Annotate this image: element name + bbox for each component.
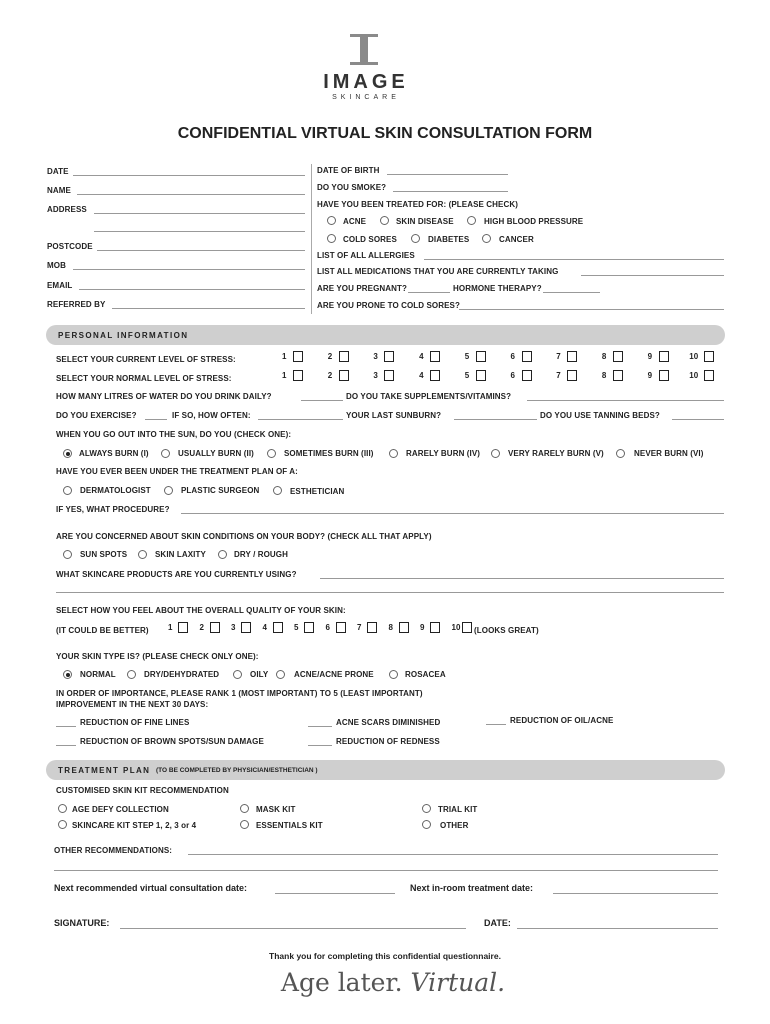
normal-label: NORMAL: [80, 670, 116, 679]
stress-normal-number-7: 7: [556, 371, 561, 380]
stress-normal-checkbox-2[interactable]: [339, 370, 349, 381]
cancer-label: CANCER: [499, 235, 534, 244]
rank-oil-acne-label: REDUCTION OF OIL/ACNE: [510, 716, 614, 725]
quality-question: SELECT HOW YOU FEEL ABOUT THE OVERALL QUALITY OF YOUR SKIN:: [56, 606, 346, 615]
postcode-field[interactable]: [97, 250, 305, 251]
other-kit-radio[interactable]: [422, 820, 431, 829]
stress-normal-checkbox-5[interactable]: [476, 370, 486, 381]
quality-high-label: (LOOKS GREAT): [474, 626, 539, 635]
dermatologist-label: DERMATOLOGIST: [80, 486, 151, 495]
quality-number-4: 4: [262, 623, 267, 632]
stress-current-label: SELECT YOUR CURRENT LEVEL OF STRESS:: [56, 355, 236, 364]
products-field-2[interactable]: [56, 592, 724, 593]
next-virtual-label: Next recommended virtual consultation date:: [54, 883, 248, 893]
footer-tagline-a: Age later.: [280, 968, 403, 997]
sunburn-field[interactable]: [454, 419, 537, 420]
stress-normal-number-2: 2: [327, 371, 333, 380]
cancer-radio[interactable]: [482, 234, 491, 243]
treated-label: HAVE YOU BEEN TREATED FOR: (PLEASE CHECK): [317, 200, 519, 209]
next-virtual-field[interactable]: [275, 893, 395, 894]
name-label: NAME: [47, 186, 71, 195]
acne-prone-label: ACNE/ACNE PRONE: [294, 670, 374, 679]
rank-acne-scars-field[interactable]: [308, 726, 332, 727]
skincare-kit-label: SKINCARE KIT STEP 1, 2, 3 or 4: [72, 821, 197, 830]
esthetician-label: ESTHETICIAN: [290, 487, 345, 496]
stress-normal-number-3: 3: [373, 371, 378, 380]
body-conditions-question: ARE YOU CONCERNED ABOUT SKIN CONDITIONS ON YOUR BODY? (CHECK ALL THAT APPLY): [56, 532, 432, 541]
mob-field[interactable]: [73, 269, 305, 270]
sometimes-burn-radio[interactable]: [267, 449, 276, 458]
rank-acne-scars-label: ACNE SCARS DIMINISHED: [336, 718, 441, 727]
high-blood-pressure-label: HIGH BLOOD PRESSURE: [484, 217, 584, 226]
quality-number-10: 10: [451, 623, 461, 632]
water-label: HOW MANY LITRES OF WATER DO YOU DRINK DAILY?: [56, 392, 272, 401]
skin-disease-label: SKIN DISEASE: [396, 217, 454, 226]
stress-current-checkbox-2[interactable]: [339, 351, 349, 362]
oily-label: OILY: [250, 670, 269, 679]
age-defy-radio[interactable]: [58, 804, 67, 813]
sun-question: WHEN YOU GO OUT INTO THE SUN, DO YOU (CHECK ONE):: [56, 430, 292, 439]
dry-dehydrated-label: DRY/DEHYDRATED: [144, 670, 220, 679]
email-field[interactable]: [79, 289, 305, 290]
dob-field[interactable]: [387, 174, 508, 175]
quality-number-9: 9: [420, 623, 425, 632]
never-burn-label: NEVER BURN (VI): [634, 449, 704, 458]
procedure-label: IF YES, WHAT PROCEDURE?: [56, 505, 170, 514]
stress-normal-number-1: 1: [282, 371, 287, 380]
treatment-plan-title: TREATMENT PLAN: [58, 766, 151, 775]
quality-low-label: (IT COULD BE BETTER): [56, 626, 149, 635]
sun-spots-label: SUN SPOTS: [80, 550, 128, 559]
hormone-field[interactable]: [543, 292, 600, 293]
quality-checkbox-9[interactable]: [430, 622, 440, 633]
quality-checkbox-3[interactable]: [241, 622, 251, 633]
allergies-label: LIST OF ALL ALLERGIES: [317, 251, 415, 260]
rarely-burn-label: RARELY BURN (IV): [406, 449, 481, 458]
quality-checkbox-8[interactable]: [399, 622, 409, 633]
logo-mark-icon: [347, 34, 393, 66]
quality-checkbox-7[interactable]: [367, 622, 377, 633]
quality-checkbox-5[interactable]: [304, 622, 314, 633]
cold-sores-radio[interactable]: [327, 234, 336, 243]
tanning-field[interactable]: [672, 419, 724, 420]
rank-question-2: IMPROVEMENT IN THE NEXT 30 DAYS:: [56, 700, 209, 709]
plastic-surgeon-label: PLASTIC SURGEON: [181, 486, 260, 495]
treatment-plan-header: [46, 760, 725, 780]
signature-date-field[interactable]: [517, 928, 718, 929]
products-field[interactable]: [320, 578, 724, 579]
quality-checkbox-2[interactable]: [210, 622, 220, 633]
stress-current-checkbox-5[interactable]: [476, 351, 486, 362]
dry-rough-radio[interactable]: [218, 550, 227, 559]
other-kit-label: OTHER: [440, 821, 469, 830]
pregnant-label: ARE YOU PREGNANT?: [317, 284, 408, 293]
signature-field[interactable]: [120, 928, 466, 929]
stress-current-number-9: 9: [647, 352, 653, 361]
exercise-field[interactable]: [145, 419, 167, 420]
tanning-label: DO YOU USE TANNING BEDS?: [540, 411, 660, 420]
quality-number-5: 5: [294, 623, 299, 632]
sunburn-label: YOUR LAST SUNBURN?: [346, 411, 442, 420]
quality-number-6: 6: [325, 623, 330, 632]
stress-current-checkbox-6[interactable]: [522, 351, 532, 362]
email-label: EMAIL: [47, 281, 73, 290]
water-field[interactable]: [301, 400, 343, 401]
stress-normal-checkbox-4[interactable]: [430, 370, 440, 381]
stress-normal-checkbox-1[interactable]: [293, 370, 303, 381]
date-label: DATE: [47, 167, 69, 176]
next-inroom-label: Next in-room treatment date:: [410, 883, 534, 893]
dry-rough-label: DRY / ROUGH: [234, 550, 288, 559]
thanks-message: Thank you for completing this confidential questionnaire.: [269, 951, 501, 961]
stress-normal-checkbox-10[interactable]: [704, 370, 714, 381]
exercise-label: DO YOU EXERCISE?: [56, 411, 137, 420]
pregnant-field[interactable]: [408, 292, 450, 293]
dob-label: DATE OF BIRTH: [317, 166, 380, 175]
footer-tagline-b: Virtual.: [410, 968, 506, 997]
quality-number-7: 7: [357, 623, 362, 632]
stress-current-checkbox-7[interactable]: [567, 351, 577, 362]
very-rarely-burn-radio[interactable]: [491, 449, 500, 458]
stress-normal-checkbox-8[interactable]: [613, 370, 623, 381]
oily-radio[interactable]: [233, 670, 242, 679]
referred-by-label: REFERRED BY: [47, 300, 106, 309]
stress-current-checkbox-10[interactable]: [704, 351, 714, 362]
stress-current-checkbox-1[interactable]: [293, 351, 303, 362]
skin-laxity-radio[interactable]: [138, 550, 147, 559]
acne-label: ACNE: [343, 217, 367, 226]
footer-tagline: [0, 968, 770, 997]
referred-by-field[interactable]: [112, 308, 305, 309]
page-title: CONFIDENTIAL VIRTUAL SKIN CONSULTATION FORM: [177, 125, 593, 142]
medications-field[interactable]: [581, 275, 724, 276]
signature-label: SIGNATURE:: [54, 918, 110, 928]
stress-normal-checkbox-7[interactable]: [567, 370, 577, 381]
mob-label: MOB: [47, 261, 66, 270]
postcode-label: POSTCODE: [47, 242, 93, 251]
personal-info-header: [46, 325, 725, 345]
procedure-field[interactable]: [181, 513, 724, 514]
trial-kit-radio[interactable]: [422, 804, 431, 813]
always-burn-radio[interactable]: [63, 449, 72, 458]
quality-number-1: 1: [168, 623, 173, 632]
rosacea-label: ROSACEA: [405, 670, 446, 679]
stress-normal-number-6: 6: [510, 371, 515, 380]
mask-kit-radio[interactable]: [240, 804, 249, 813]
date-field[interactable]: [73, 175, 305, 176]
logo-sub: SKINCARE: [332, 94, 400, 101]
rarely-burn-radio[interactable]: [389, 449, 398, 458]
diabetes-label: DIABETES: [428, 235, 470, 244]
rank-question-1: IN ORDER OF IMPORTANCE, PLEASE RANK 1 (MOST IMPORTANT) TO 5 (LEAST IMPORTANT): [56, 689, 423, 698]
personal-info-title: PERSONAL INFORMATION: [58, 331, 189, 340]
acne-radio[interactable]: [327, 216, 336, 225]
very-rarely-burn-label: VERY RARELY BURN (V): [508, 449, 604, 458]
stress-current-number-2: 2: [327, 352, 333, 361]
cold-sores-prone-label: ARE YOU PRONE TO COLD SORES?: [317, 301, 460, 310]
cold-sores-label: COLD SORES: [343, 235, 397, 244]
stress-current-checkbox-3[interactable]: [384, 351, 394, 362]
skin-laxity-label: SKIN LAXITY: [155, 550, 206, 559]
stress-current-number-5: 5: [464, 352, 470, 361]
stress-current-checkbox-8[interactable]: [613, 351, 623, 362]
name-field[interactable]: [77, 194, 305, 195]
stress-current-number-4: 4: [419, 352, 424, 361]
usually-burn-label: USUALLY BURN (II): [178, 449, 254, 458]
stress-current-checkbox-9[interactable]: [659, 351, 669, 362]
allergies-field[interactable]: [424, 259, 724, 260]
column-divider: [311, 164, 312, 314]
stress-normal-number-4: 4: [419, 371, 424, 380]
rank-brown-spots-field[interactable]: [56, 745, 76, 746]
stress-current-number-1: 1: [282, 352, 287, 361]
rank-brown-spots-label: REDUCTION OF BROWN SPOTS/SUN DAMAGE: [80, 737, 264, 746]
address-field-2[interactable]: [94, 231, 305, 232]
quality-checkbox-4[interactable]: [273, 622, 283, 633]
treatment-plan-subtitle: (TO BE COMPLETED BY PHYSICIAN/ESTHETICIAN ): [156, 767, 318, 774]
medications-label: LIST ALL MEDICATIONS THAT YOU ARE CURRENTLY TAKING: [317, 267, 559, 276]
esthetician-radio[interactable]: [273, 486, 282, 495]
how-often-field[interactable]: [258, 419, 343, 420]
next-inroom-field[interactable]: [553, 893, 718, 894]
skin-disease-radio[interactable]: [380, 216, 389, 225]
stress-normal-label: SELECT YOUR NORMAL LEVEL OF STRESS:: [56, 374, 232, 383]
quality-number-8: 8: [388, 623, 393, 632]
stress-normal-checkbox-3[interactable]: [384, 370, 394, 381]
diabetes-radio[interactable]: [411, 234, 420, 243]
cold-sores-prone-field[interactable]: [459, 309, 724, 310]
essentials-kit-label: ESSENTIALS KIT: [256, 821, 323, 830]
skincare-kit-radio[interactable]: [58, 820, 67, 829]
high-blood-pressure-radio[interactable]: [467, 216, 476, 225]
quality-number-2: 2: [199, 623, 204, 632]
rank-redness-field[interactable]: [308, 745, 332, 746]
rank-oil-acne-field[interactable]: [486, 724, 506, 725]
skin-type-question: YOUR SKIN TYPE IS? (PLEASE CHECK ONLY ONE):: [56, 652, 259, 661]
other-recommendations-label: OTHER RECOMMENDATIONS:: [54, 846, 173, 855]
acne-prone-radio[interactable]: [276, 670, 285, 679]
hormone-label: HORMONE THERAPY?: [453, 284, 542, 293]
always-burn-label: ALWAYS BURN (I): [79, 449, 149, 458]
treatment-plan-question: HAVE YOU EVER BEEN UNDER THE TREATMENT PLAN OF A:: [56, 467, 298, 476]
stress-normal-number-9: 9: [647, 371, 653, 380]
stress-current-number-7: 7: [556, 352, 561, 361]
brand-logo: [310, 34, 430, 104]
stress-normal-checkbox-6[interactable]: [522, 370, 532, 381]
plastic-surgeon-radio[interactable]: [164, 486, 173, 495]
smoke-label: DO YOU SMOKE?: [317, 183, 387, 192]
age-defy-label: AGE DEFY COLLECTION: [72, 805, 169, 814]
dermatologist-radio[interactable]: [63, 486, 72, 495]
how-often-label: IF SO, HOW OFTEN:: [172, 411, 251, 420]
sometimes-burn-label: SOMETIMES BURN (III): [284, 449, 374, 458]
quality-checkbox-10[interactable]: [462, 622, 472, 633]
usually-burn-radio[interactable]: [161, 449, 170, 458]
stress-current-checkbox-4[interactable]: [430, 351, 440, 362]
address-label: ADDRESS: [47, 205, 87, 214]
kit-recommendation-label: CUSTOMISED SKIN KIT RECOMMENDATION: [56, 786, 229, 795]
products-label: WHAT SKINCARE PRODUCTS ARE YOU CURRENTLY USING?: [56, 570, 297, 579]
rosacea-radio[interactable]: [389, 670, 398, 679]
other-recommendations-field[interactable]: [188, 854, 718, 855]
quality-checkbox-1[interactable]: [178, 622, 188, 633]
stress-current-number-10: 10: [689, 352, 699, 361]
stress-normal-checkbox-9[interactable]: [659, 370, 669, 381]
supplements-label: DO YOU TAKE SUPPLEMENTS/VITAMINS?: [346, 392, 512, 401]
trial-kit-label: TRIAL KIT: [438, 805, 478, 814]
normal-radio[interactable]: [63, 670, 72, 679]
stress-current-number-8: 8: [601, 352, 607, 361]
sun-spots-radio[interactable]: [63, 550, 72, 559]
logo-main: IMAGE: [323, 71, 409, 93]
rank-redness-label: REDUCTION OF REDNESS: [336, 737, 440, 746]
stress-normal-number-10: 10: [689, 371, 699, 380]
stress-current-number-6: 6: [510, 352, 515, 361]
signature-date-label: DATE:: [484, 918, 511, 928]
stress-normal-number-8: 8: [601, 371, 607, 380]
mask-kit-label: MASK KIT: [256, 805, 296, 814]
address-field-1[interactable]: [94, 213, 305, 214]
stress-current-number-3: 3: [373, 352, 378, 361]
quality-number-3: 3: [231, 623, 236, 632]
smoke-field[interactable]: [393, 191, 508, 192]
dry-dehydrated-radio[interactable]: [127, 670, 136, 679]
essentials-kit-radio[interactable]: [240, 820, 249, 829]
rank-fine-lines-label: REDUCTION OF FINE LINES: [80, 718, 190, 727]
rank-fine-lines-field[interactable]: [56, 726, 76, 727]
stress-normal-number-5: 5: [464, 371, 470, 380]
supplements-field[interactable]: [527, 400, 724, 401]
other-recommendations-field-2[interactable]: [54, 870, 718, 871]
never-burn-radio[interactable]: [616, 449, 625, 458]
quality-checkbox-6[interactable]: [336, 622, 346, 633]
